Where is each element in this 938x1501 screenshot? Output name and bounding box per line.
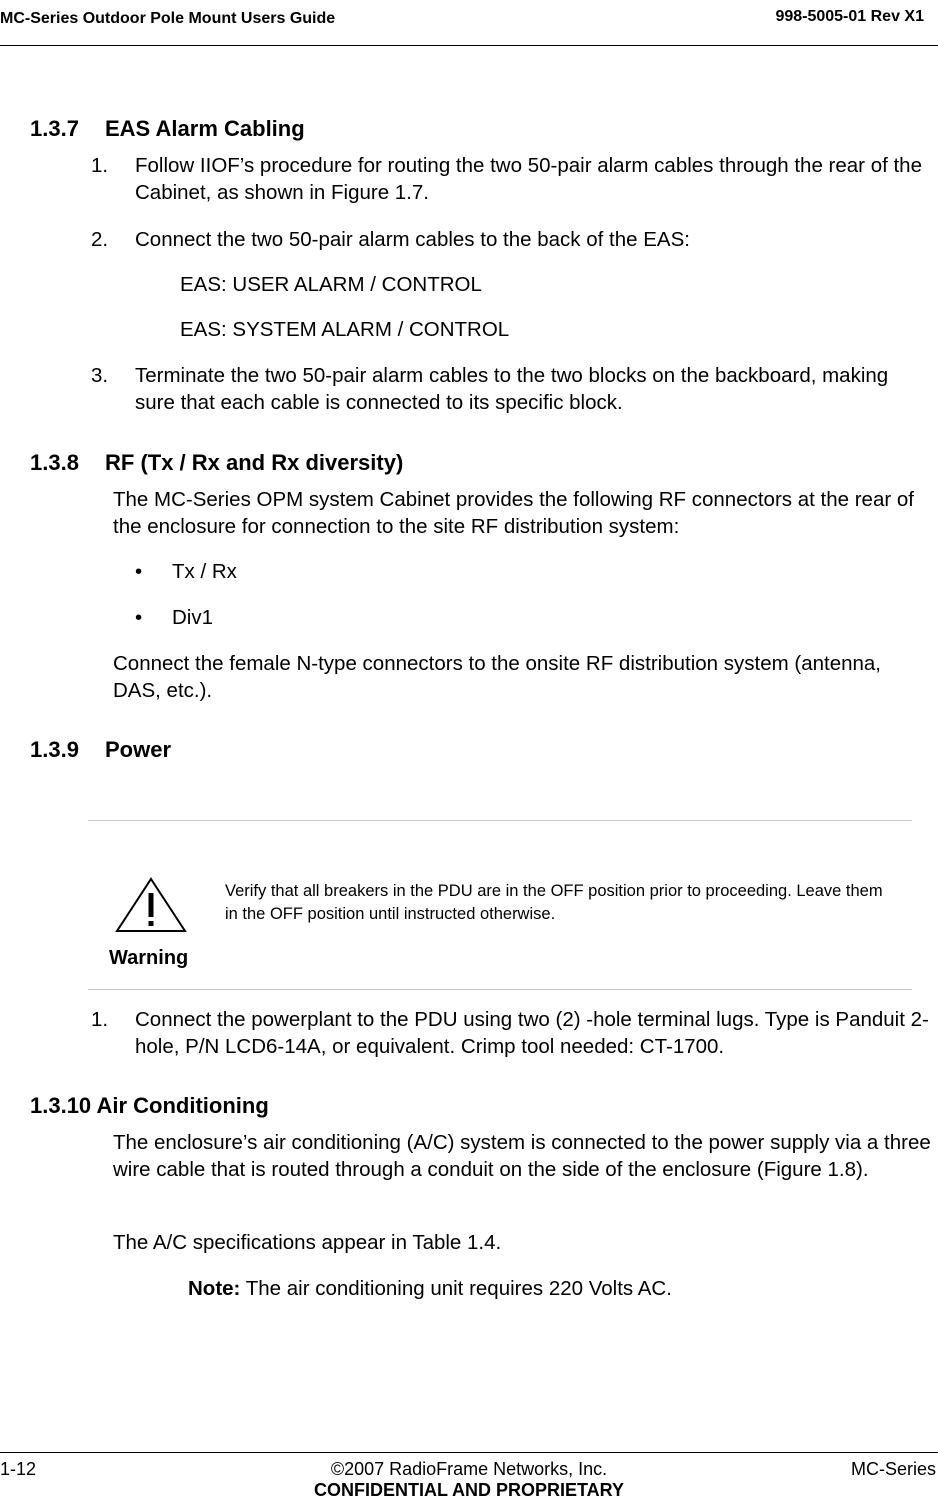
eas-system-alarm-line: EAS: SYSTEM ALARM / CONTROL <box>180 318 510 341</box>
warning-triangle-icon <box>114 876 188 934</box>
footer-rule <box>0 1452 938 1453</box>
section-1-3-9-heading <box>30 737 171 763</box>
section-number: 1.3.10 <box>30 1093 92 1118</box>
section-number: 1.3.9 <box>30 737 79 762</box>
header-doc-number: 998-5005-01 Rev X1 <box>775 8 924 25</box>
page-number: 1-12 <box>0 1459 37 1479</box>
warning-label: Warning <box>109 947 189 969</box>
bullet-dot: • <box>135 560 143 583</box>
bullet-dot: • <box>135 606 143 629</box>
list-item <box>135 558 237 585</box>
list-item <box>91 362 931 416</box>
step-text: Connect the two 50-pair alarm cables to the back of the EAS: <box>135 228 690 251</box>
warning-text: Verify that all breakers in the PDU are in the OFF position prior to proceeding. Leave them in the OFF position until instructed otherwise. <box>225 882 883 923</box>
section-1-3-8-heading <box>30 450 403 476</box>
section-title: Air Conditioning <box>96 1093 269 1118</box>
step-number: 1. <box>91 154 109 177</box>
list-item <box>91 1006 931 1060</box>
footer-product: MC-Series <box>850 1459 936 1479</box>
section-1-3-7-heading <box>30 116 305 142</box>
section-title: Power <box>105 737 172 762</box>
section-1-3-10-heading <box>30 1093 269 1119</box>
section-number: 1.3.7 <box>30 116 79 141</box>
list-item <box>91 226 931 253</box>
warning-top-rule <box>88 820 912 821</box>
step-number: 2. <box>91 228 109 251</box>
list-item <box>91 152 931 206</box>
footer-confidential: CONFIDENTIAL AND PROPRIETARY <box>313 1480 624 1500</box>
note-text: The air conditioning unit requires 220 Volts AC. <box>240 1277 672 1300</box>
warning-bottom-rule <box>88 989 912 990</box>
ac-table-reference: The A/C specifications appear in Table 1.4. <box>113 1231 502 1254</box>
step-text: Follow IIOF’s procedure for routing the two 50-pair alarm cables through the rear of the Cabinet, as shown in Figure 1.7. <box>135 154 922 204</box>
header-title: MC-Series Outdoor Pole Mount Users Guide <box>0 10 336 27</box>
section-title: EAS Alarm Cabling <box>105 116 305 141</box>
header-rule <box>0 45 938 46</box>
bullet-text: Div1 <box>172 606 214 629</box>
step-text: Connect the powerplant to the PDU using two (2) -hole terminal lugs. Type is Panduit 2-hole, P/N LCD6-14A, or equivalent. Crimp tool needed: CT-1700. <box>135 1008 929 1058</box>
section-number: 1.3.8 <box>30 450 79 475</box>
ac-paragraph: The enclosure’s air conditioning (A/C) system is connected to the power supply via a three wire cable that is routed through a conduit on the side of the enclosure (Figure 1.8). <box>113 1131 931 1181</box>
list-item <box>135 604 214 631</box>
note-label: Note: <box>188 1277 241 1300</box>
section-title: RF (Tx / Rx and Rx diversity) <box>105 450 404 475</box>
step-number: 1. <box>91 1008 109 1031</box>
footer-copyright: ©2007 RadioFrame Networks, Inc. <box>330 1459 608 1479</box>
ac-note <box>188 1275 672 1302</box>
bullet-text: Tx / Rx <box>172 560 237 583</box>
rf-intro-paragraph: The MC-Series OPM system Cabinet provides the following RF connectors at the rear of the enclosure for connection to the site RF distribution system: <box>113 488 914 538</box>
step-number: 3. <box>91 364 109 387</box>
eas-user-alarm-line: EAS: USER ALARM / CONTROL <box>180 273 482 296</box>
step-text: Terminate the two 50-pair alarm cables to the two blocks on the backboard, making sure that each cable is connected to its specific block. <box>135 364 889 414</box>
rf-outro-paragraph: Connect the female N-type connectors to the onsite RF distribution system (antenna, DAS, etc.). <box>113 652 881 702</box>
